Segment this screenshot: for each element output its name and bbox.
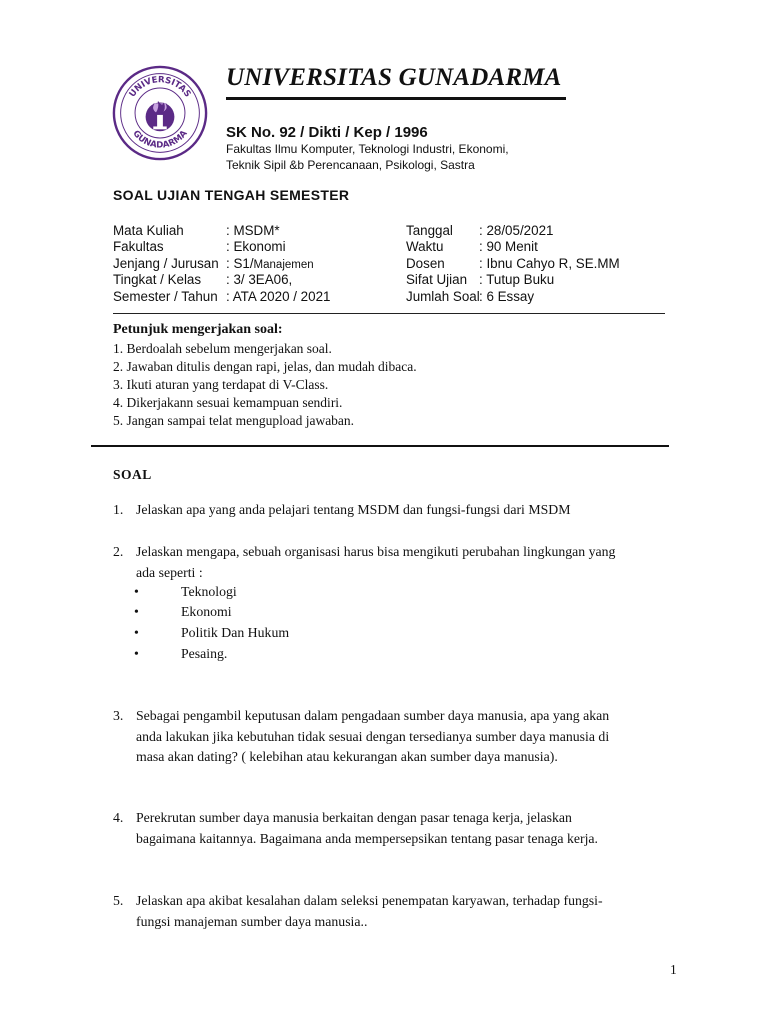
- question-text: [136, 808, 598, 849]
- bullet-icon: •: [134, 625, 139, 640]
- instructions-list: [113, 340, 417, 430]
- bullet-text: Ekonomi: [181, 604, 232, 619]
- bullet-icon: •: [134, 604, 139, 619]
- value-jumlah-soal: : 6 Essay: [479, 288, 535, 304]
- value-sifat-ujian: : Tutup Buku: [479, 272, 555, 288]
- faculties-line-2: Teknik Sipil &b Perencanaan, Psikologi, Sastra: [226, 158, 475, 172]
- exam-title: SOAL UJIAN TENGAH SEMESTER: [113, 187, 350, 203]
- label-jumlah-soal: Jumlah Soal: [406, 288, 480, 304]
- question-text: [136, 891, 603, 932]
- value-dosen: : Ibnu Cahyo R, SE.MM: [479, 255, 620, 271]
- question-number: 2.: [113, 544, 124, 559]
- question-line: bagaimana kaitannya. Bagaimana anda mempersepsikan tentang pasar tenaga kerja.: [136, 830, 598, 846]
- info-left-labels: [113, 223, 219, 305]
- bullet-text: Politik Dan Hukum: [181, 625, 290, 640]
- question-number: 5.: [113, 893, 124, 908]
- info-right-labels: [406, 223, 480, 305]
- info-right-values: [479, 223, 620, 305]
- value-jenjang: [226, 256, 330, 272]
- question-line: ada seperti :: [136, 564, 203, 580]
- label-fakultas: Fakultas: [113, 239, 164, 255]
- value-waktu: : 90 Menit: [479, 239, 538, 255]
- bullet-text: Teknologi: [181, 584, 237, 599]
- instruction-item: 5. Jangan sampai telat mengupload jawaban.: [113, 413, 355, 428]
- label-mata-kuliah: Mata Kuliah: [113, 223, 184, 238]
- label-tingkat: Tingkat / Kelas: [113, 272, 202, 288]
- question-line: fungsi manajeman sumber daya manusia..: [136, 913, 368, 929]
- university-logo: [112, 65, 208, 161]
- sk-number: SK No. 92 / Dikti / Kep / 1996: [226, 124, 428, 141]
- question-text: [136, 542, 615, 583]
- info-left-values: [226, 223, 330, 305]
- question-number: 3.: [113, 708, 124, 723]
- label-sifat-ujian: Sifat Ujian: [406, 272, 468, 288]
- university-name: UNIVERSITAS GUNADARMA: [226, 64, 562, 91]
- question-line: Sebagai pengambil keputusan dalam pengadaan sumber daya manusia, apa yang akan: [136, 708, 610, 723]
- faculties-line-1: Fakultas Ilmu Komputer, Teknologi Industri, Ekonomi,: [226, 142, 509, 156]
- value-semester: : ATA 2020 / 2021: [226, 288, 331, 304]
- logo-text-bottom: GUNADARMA: [130, 128, 190, 151]
- question-line: Jelaskan mengapa, sebuah organisasi harus bisa mengikuti perubahan lingkungan yang: [136, 544, 616, 559]
- page-number: 1: [670, 962, 677, 977]
- label-tanggal: Tanggal: [406, 223, 453, 238]
- value-tingkat: : 3/ 3EA06,: [226, 272, 293, 288]
- label-dosen: Dosen: [406, 255, 445, 271]
- question-text: [136, 706, 609, 768]
- question-line: Perekrutan sumber daya manusia berkaitan dengan pasar tenaga kerja, jelaskan: [136, 810, 572, 825]
- bullet-icon: •: [134, 646, 139, 661]
- soal-heading: SOAL: [113, 467, 152, 482]
- instructions-title: Petunjuk mengerjakan soal:: [113, 322, 283, 337]
- logo-text-top: UNIVERSITAS: [127, 75, 193, 100]
- question-text: [136, 500, 571, 521]
- question-number: 4.: [113, 810, 124, 825]
- question-line: Jelaskan apa akibat kesalahan dalam seleksi penempatan karyawan, terhadap fungsi-: [136, 893, 603, 908]
- label-waktu: Waktu: [406, 239, 444, 255]
- question-line: masa akan dating? ( kelebihan atau kekurangan akan sumber daya manusia).: [136, 749, 558, 764]
- value-mata-kuliah: : MSDM*: [226, 223, 280, 238]
- value-fakultas: : Ekonomi: [226, 239, 286, 255]
- divider: [113, 313, 665, 314]
- value-jurusan: Manajemen: [253, 258, 314, 271]
- value-jenjang-prefix: : S1/: [226, 255, 254, 271]
- value-tanggal: : 28/05/2021: [479, 223, 554, 238]
- bullet-icon: •: [134, 584, 139, 599]
- instruction-item: 2. Jawaban ditulis dengan rapi, jelas, dan mudah dibaca.: [113, 359, 417, 374]
- question-number: 1.: [113, 502, 124, 517]
- instruction-item: 1. Berdoalah sebelum mengerjakan soal.: [113, 341, 332, 356]
- label-jenjang: Jenjang / Jurusan: [113, 255, 219, 271]
- instruction-item: 4. Dikerjakann sesuai kemampuan sendiri.: [113, 395, 343, 410]
- title-underline: [226, 97, 566, 100]
- question-line: Jelaskan apa yang anda pelajari tentang MSDM dan fungsi-fungsi dari MSDM: [136, 502, 571, 517]
- section-divider: [91, 445, 669, 447]
- bullet-text: Pesaing.: [181, 646, 228, 661]
- instruction-item: 3. Ikuti aturan yang terdapat di V-Class.: [113, 377, 329, 392]
- question-line: anda lakukan jika kebutuhan tidak sesuai dengan tersedianya sumber daya manusia di: [136, 728, 610, 744]
- label-semester: Semester / Tahun: [113, 288, 218, 304]
